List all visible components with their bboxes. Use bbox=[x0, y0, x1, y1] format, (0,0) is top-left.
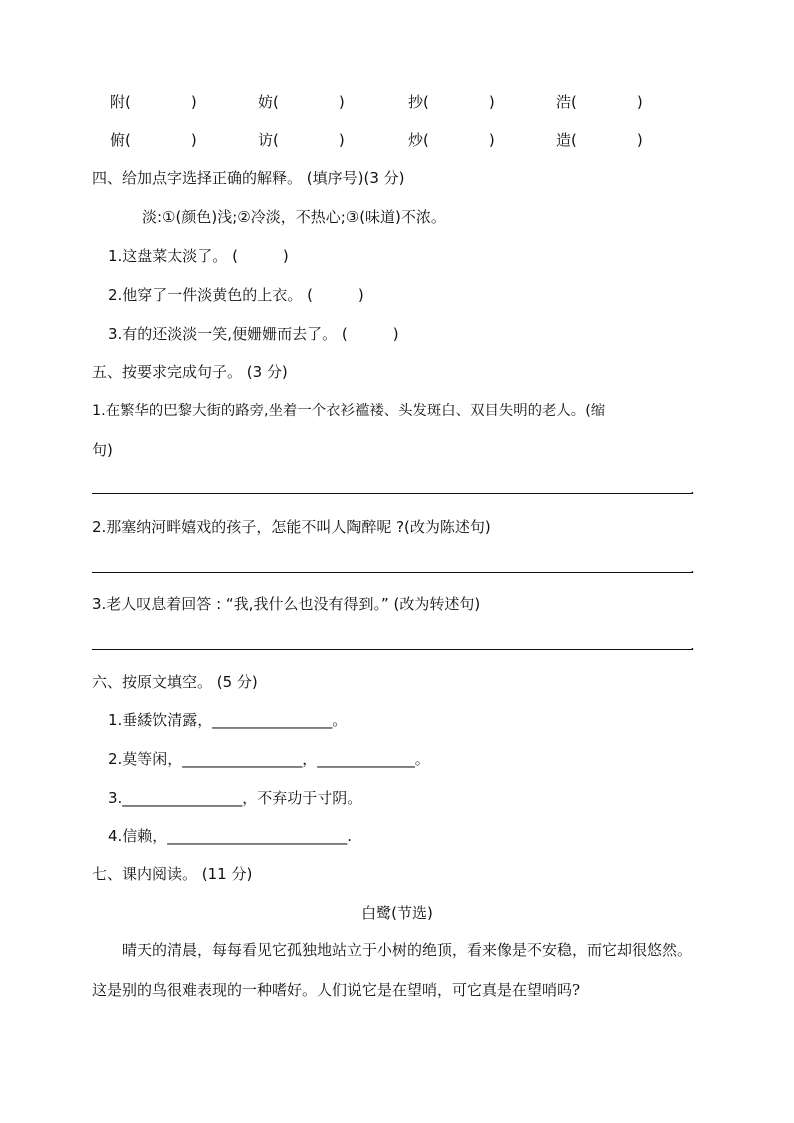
question-item: 3.老人叹息着回答 : “我,我什么也没有得到。” (改为转述句) bbox=[92, 595, 481, 613]
fill-blank-item[interactable]: 1.垂緌饮清露，________________。 bbox=[108, 711, 348, 729]
word-cell: 俯( ) bbox=[110, 131, 197, 149]
fill-blank-item[interactable]: 2.莫等闲，________________，_____________。 bbox=[108, 750, 430, 768]
word-cell: 浩( ) bbox=[556, 93, 643, 111]
definition-text: 淡:①(颜色)浅;②冷淡，不热心;③(味道)不浓。 bbox=[142, 208, 446, 226]
word-cell: 访( ) bbox=[258, 131, 345, 149]
section7-heading: 七、课内阅读。 (11 分) bbox=[92, 865, 253, 883]
word-cell: 妨( ) bbox=[258, 93, 345, 111]
end-mark: . bbox=[690, 480, 695, 498]
fill-blank-item[interactable]: 3.________________，不弃功于寸阴。 bbox=[108, 789, 363, 807]
section6-heading: 六、按原文填空。 (5 分) bbox=[92, 673, 258, 691]
question-item: 1.这盘菜太淡了。 ( ) bbox=[108, 247, 289, 265]
word-cell: 炒( ) bbox=[408, 131, 495, 149]
answer-line[interactable] bbox=[92, 572, 692, 573]
reading-passage: 晴天的清晨，每每看见它孤独地站立于小树的绝顶，看来像是不安稳，而它却很悠然。这是别的鸟很难表现的一种嗜好。人们说它是在望哨，可它真是在望哨吗? bbox=[92, 941, 693, 999]
word-cell: 附( ) bbox=[110, 93, 197, 111]
section4-heading: 四、给加点字选择正确的解释。 (填序号)(3 分) bbox=[92, 169, 405, 187]
end-mark: . bbox=[690, 559, 695, 577]
section5-heading: 五、按要求完成句子。 (3 分) bbox=[92, 363, 288, 381]
question-item: 2.他穿了一件淡黄色的上衣。 ( ) bbox=[108, 286, 364, 304]
answer-line[interactable] bbox=[92, 649, 692, 650]
word-cell: 抄( ) bbox=[408, 93, 495, 111]
question-item: 1.在繁华的巴黎大街的路旁,坐着一个衣衫褴褛、头发斑白、双目失明的老人。(缩 bbox=[92, 403, 606, 419]
answer-line[interactable] bbox=[92, 493, 692, 494]
question-item: 3.有的还淡淡一笑,便姗姗而去了。 ( ) bbox=[108, 325, 399, 343]
fill-blank-item[interactable]: 4.信赖，________________________. bbox=[108, 827, 353, 845]
end-mark: . bbox=[690, 636, 695, 654]
question-item-continued: 句) bbox=[92, 441, 113, 459]
word-cell: 造( ) bbox=[556, 131, 643, 149]
question-item: 2.那塞纳河畔嬉戏的孩子，怎能不叫人陶醉呢 ?(改为陈述句) bbox=[92, 518, 491, 536]
passage-title: 白鹭(节选) bbox=[361, 904, 433, 922]
